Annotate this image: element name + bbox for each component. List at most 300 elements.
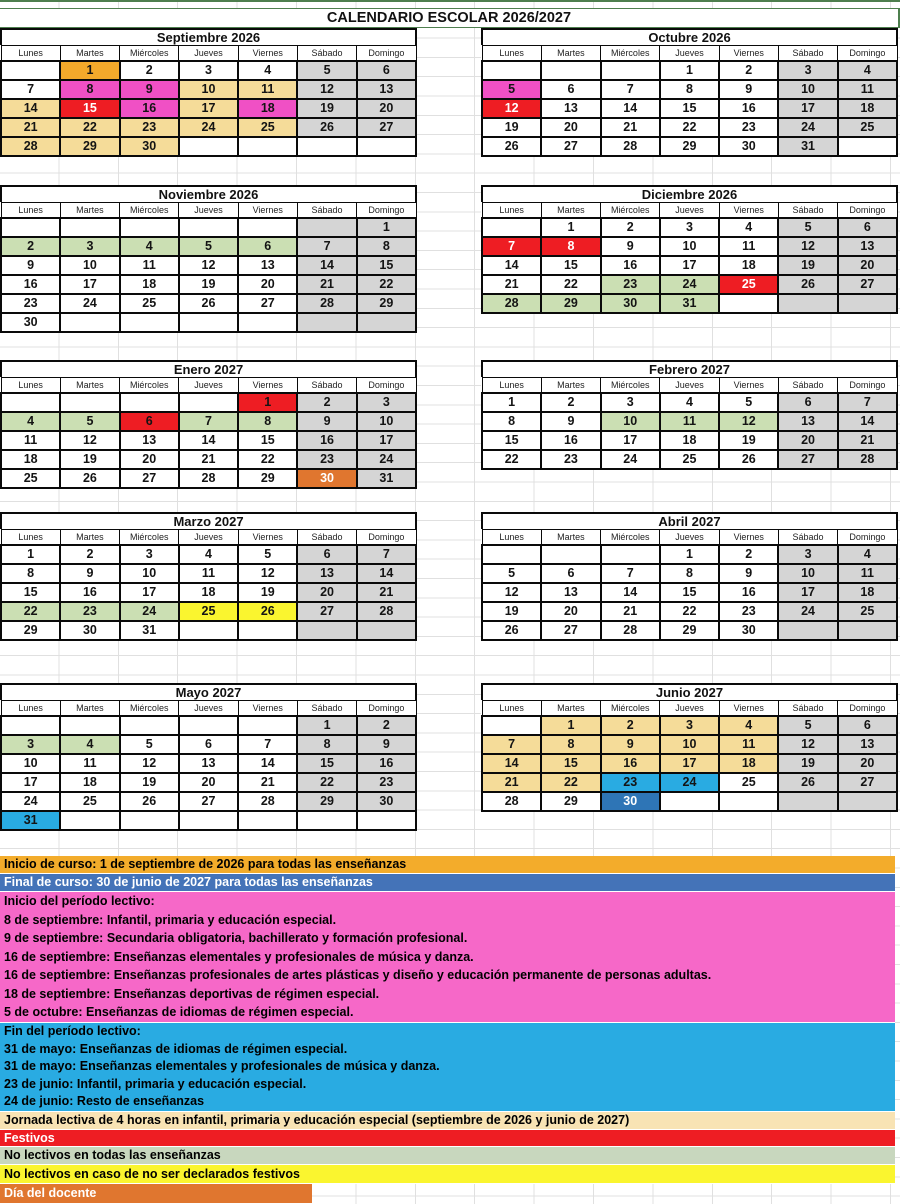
date-cell-13: 13: [357, 80, 416, 99]
empty-cell: [482, 218, 541, 237]
date-cell-14: 14: [482, 256, 541, 275]
date-cell-16: 16: [1, 275, 60, 294]
date-cell-16: 16: [60, 583, 119, 602]
date-cell-6: 6: [357, 61, 416, 80]
date-cell-21: 21: [482, 275, 541, 294]
date-cell-28: 28: [357, 602, 416, 621]
date-cell-29: 29: [297, 792, 356, 811]
empty-cell: [297, 621, 356, 640]
month-table: [0, 202, 417, 333]
date-cell-29: 29: [357, 294, 416, 313]
page-title: CALENDARIO ESCOLAR 2026/2027: [0, 9, 900, 28]
day-header-viernes: Viernes: [719, 378, 778, 393]
date-cell-7: 7: [601, 564, 660, 583]
date-cell-25: 25: [238, 118, 297, 137]
day-header-martes: Martes: [541, 46, 600, 61]
empty-cell: [179, 621, 238, 640]
date-cell-12: 12: [778, 237, 837, 256]
date-cell-27: 27: [541, 621, 600, 640]
date-cell-5: 5: [297, 61, 356, 80]
date-cell-9: 9: [601, 735, 660, 754]
date-cell-22: 22: [357, 275, 416, 294]
empty-cell: [238, 313, 297, 332]
date-cell-28: 28: [838, 450, 897, 469]
date-cell-9: 9: [601, 237, 660, 256]
legend-row-inicio-de-curso-1-de-septiembr: [0, 856, 895, 874]
empty-cell: [297, 313, 356, 332]
date-cell-27: 27: [541, 137, 600, 156]
date-cell-23: 23: [60, 602, 119, 621]
month-table: [481, 377, 898, 470]
day-header-sabado: Sábado: [297, 701, 356, 716]
month-title: Diciembre 2026: [481, 185, 898, 202]
date-cell-14: 14: [601, 583, 660, 602]
day-header-viernes: Viernes: [238, 46, 297, 61]
date-cell-17: 17: [660, 256, 719, 275]
empty-cell: [120, 313, 179, 332]
date-cell-9: 9: [719, 80, 778, 99]
legend-line: Día del docente: [4, 1186, 97, 1200]
date-cell-27: 27: [238, 294, 297, 313]
date-cell-3: 3: [778, 61, 837, 80]
date-cell-1: 1: [660, 61, 719, 80]
date-cell-29: 29: [660, 137, 719, 156]
date-cell-1: 1: [297, 716, 356, 735]
date-cell-19: 19: [482, 118, 541, 137]
day-header-domingo: Domingo: [357, 203, 416, 218]
date-cell-26: 26: [719, 450, 778, 469]
date-cell-22: 22: [1, 602, 60, 621]
top-grid-strip: [0, 0, 900, 9]
date-cell-30: 30: [719, 621, 778, 640]
date-cell-4: 4: [60, 735, 119, 754]
day-header-viernes: Viernes: [719, 701, 778, 716]
date-cell-14: 14: [838, 412, 897, 431]
date-cell-18: 18: [1, 450, 60, 469]
date-cell-13: 13: [838, 735, 897, 754]
date-cell-30: 30: [120, 137, 179, 156]
date-cell-11: 11: [179, 564, 238, 583]
date-cell-9: 9: [719, 564, 778, 583]
date-cell-21: 21: [297, 275, 356, 294]
day-header-viernes: Viernes: [719, 46, 778, 61]
day-header-jueves: Jueves: [660, 378, 719, 393]
date-cell-11: 11: [719, 237, 778, 256]
date-cell-20: 20: [838, 754, 897, 773]
date-cell-17: 17: [179, 99, 238, 118]
empty-cell: [179, 218, 238, 237]
date-cell-25: 25: [838, 118, 897, 137]
date-cell-20: 20: [297, 583, 356, 602]
date-cell-3: 3: [60, 237, 119, 256]
date-cell-26: 26: [778, 275, 837, 294]
date-cell-11: 11: [838, 564, 897, 583]
day-header-jueves: Jueves: [179, 203, 238, 218]
date-cell-6: 6: [541, 80, 600, 99]
date-cell-1: 1: [541, 716, 600, 735]
date-cell-26: 26: [778, 773, 837, 792]
empty-cell: [179, 313, 238, 332]
empty-cell: [719, 294, 778, 313]
date-cell-21: 21: [1, 118, 60, 137]
date-cell-11: 11: [719, 735, 778, 754]
date-cell-2: 2: [541, 393, 600, 412]
date-cell-27: 27: [838, 773, 897, 792]
day-header-lunes: Lunes: [1, 530, 60, 545]
empty-cell: [601, 61, 660, 80]
legend-line: Fin del período lectivo:: [4, 1024, 141, 1038]
date-cell-11: 11: [838, 80, 897, 99]
month-title: Febrero 2027: [481, 360, 898, 377]
date-cell-27: 27: [778, 450, 837, 469]
date-cell-25: 25: [838, 602, 897, 621]
date-cell-1: 1: [541, 218, 600, 237]
date-cell-25: 25: [719, 275, 778, 294]
month-octubre-2026: [481, 28, 898, 157]
date-cell-15: 15: [541, 754, 600, 773]
date-cell-15: 15: [238, 431, 297, 450]
day-header-miercoles: Miércoles: [120, 46, 179, 61]
day-header-jueves: Jueves: [660, 701, 719, 716]
empty-cell: [1, 716, 60, 735]
day-header-martes: Martes: [541, 701, 600, 716]
date-cell-9: 9: [1, 256, 60, 275]
empty-cell: [297, 218, 356, 237]
day-header-lunes: Lunes: [1, 378, 60, 393]
date-cell-17: 17: [778, 583, 837, 602]
date-cell-18: 18: [179, 583, 238, 602]
date-cell-6: 6: [297, 545, 356, 564]
date-cell-8: 8: [541, 735, 600, 754]
date-cell-7: 7: [482, 237, 541, 256]
date-cell-23: 23: [601, 773, 660, 792]
legend-row-festivos: [0, 1130, 895, 1147]
empty-cell: [238, 137, 297, 156]
day-header-domingo: Domingo: [357, 530, 416, 545]
month-table: [0, 45, 417, 157]
date-cell-25: 25: [719, 773, 778, 792]
day-header-martes: Martes: [60, 378, 119, 393]
date-cell-21: 21: [357, 583, 416, 602]
day-header-jueves: Jueves: [179, 46, 238, 61]
day-header-jueves: Jueves: [179, 701, 238, 716]
date-cell-20: 20: [238, 275, 297, 294]
month-enero-2027: [0, 360, 417, 489]
legend: [0, 856, 900, 1204]
date-cell-25: 25: [179, 602, 238, 621]
date-cell-6: 6: [238, 237, 297, 256]
date-cell-10: 10: [179, 80, 238, 99]
date-cell-24: 24: [60, 294, 119, 313]
date-cell-7: 7: [238, 735, 297, 754]
legend-line: Inicio del período lectivo:: [4, 894, 155, 908]
date-cell-23: 23: [719, 602, 778, 621]
date-cell-10: 10: [1, 754, 60, 773]
empty-cell: [482, 61, 541, 80]
day-header-viernes: Viernes: [238, 530, 297, 545]
date-cell-4: 4: [179, 545, 238, 564]
date-cell-23: 23: [357, 773, 416, 792]
day-header-martes: Martes: [60, 46, 119, 61]
date-cell-6: 6: [778, 393, 837, 412]
date-cell-22: 22: [297, 773, 356, 792]
date-cell-26: 26: [482, 137, 541, 156]
date-cell-21: 21: [482, 773, 541, 792]
legend-line: Festivos: [4, 1131, 55, 1145]
date-cell-10: 10: [357, 412, 416, 431]
month-abril-2027: [481, 512, 898, 641]
date-cell-26: 26: [482, 621, 541, 640]
date-cell-14: 14: [297, 256, 356, 275]
month-septiembre-2026: [0, 28, 417, 157]
month-table: [0, 700, 417, 831]
date-cell-3: 3: [660, 218, 719, 237]
date-cell-12: 12: [60, 431, 119, 450]
date-cell-6: 6: [838, 716, 897, 735]
date-cell-15: 15: [660, 99, 719, 118]
date-cell-12: 12: [482, 99, 541, 118]
legend-line: No lectivos en caso de no ser declarados festivos: [4, 1167, 300, 1181]
legend-line: Inicio de curso: 1 de septiembre de 2026 para todas las enseñanzas: [4, 857, 407, 871]
empty-cell: [238, 218, 297, 237]
day-header-domingo: Domingo: [357, 378, 416, 393]
date-cell-20: 20: [541, 118, 600, 137]
date-cell-18: 18: [60, 773, 119, 792]
date-cell-8: 8: [1, 564, 60, 583]
date-cell-14: 14: [601, 99, 660, 118]
date-cell-25: 25: [660, 450, 719, 469]
day-header-martes: Martes: [60, 203, 119, 218]
date-cell-17: 17: [357, 431, 416, 450]
empty-cell: [838, 621, 897, 640]
date-cell-16: 16: [601, 256, 660, 275]
month-title: Mayo 2027: [0, 683, 417, 700]
date-cell-3: 3: [357, 393, 416, 412]
day-header-martes: Martes: [541, 530, 600, 545]
date-cell-7: 7: [482, 735, 541, 754]
day-header-martes: Martes: [60, 701, 119, 716]
empty-cell: [179, 393, 238, 412]
date-cell-13: 13: [778, 412, 837, 431]
month-title: Septiembre 2026: [0, 28, 417, 45]
date-cell-17: 17: [60, 275, 119, 294]
date-cell-8: 8: [238, 412, 297, 431]
day-header-domingo: Domingo: [838, 530, 897, 545]
day-header-jueves: Jueves: [179, 378, 238, 393]
day-header-sabado: Sábado: [778, 46, 837, 61]
date-cell-9: 9: [60, 564, 119, 583]
date-cell-15: 15: [60, 99, 119, 118]
day-header-miercoles: Miércoles: [120, 701, 179, 716]
date-cell-31: 31: [357, 469, 416, 488]
date-cell-15: 15: [541, 256, 600, 275]
date-cell-8: 8: [660, 80, 719, 99]
date-cell-8: 8: [60, 80, 119, 99]
date-cell-2: 2: [357, 716, 416, 735]
date-cell-26: 26: [179, 294, 238, 313]
date-cell-19: 19: [778, 256, 837, 275]
date-cell-28: 28: [482, 792, 541, 811]
date-cell-10: 10: [660, 735, 719, 754]
empty-cell: [60, 393, 119, 412]
date-cell-13: 13: [541, 583, 600, 602]
month-title: Octubre 2026: [481, 28, 898, 45]
date-cell-27: 27: [838, 275, 897, 294]
empty-cell: [838, 792, 897, 811]
date-cell-1: 1: [660, 545, 719, 564]
date-cell-13: 13: [838, 237, 897, 256]
day-header-miercoles: Miércoles: [120, 530, 179, 545]
empty-cell: [120, 218, 179, 237]
date-cell-13: 13: [179, 754, 238, 773]
date-cell-23: 23: [719, 118, 778, 137]
date-cell-13: 13: [238, 256, 297, 275]
date-cell-5: 5: [719, 393, 778, 412]
date-cell-24: 24: [778, 118, 837, 137]
legend-row-no-lectivos-en-caso-de-no-ser-: [0, 1165, 895, 1184]
date-cell-20: 20: [778, 431, 837, 450]
legend-line: 18 de septiembre: Enseñanzas deportivas de régimen especial.: [4, 986, 380, 1001]
date-cell-7: 7: [838, 393, 897, 412]
date-cell-16: 16: [357, 754, 416, 773]
date-cell-3: 3: [1, 735, 60, 754]
day-header-miercoles: Miércoles: [601, 203, 660, 218]
date-cell-12: 12: [179, 256, 238, 275]
empty-cell: [357, 621, 416, 640]
day-header-martes: Martes: [60, 530, 119, 545]
date-cell-14: 14: [1, 99, 60, 118]
date-cell-30: 30: [601, 792, 660, 811]
legend-line: 31 de mayo: Enseñanzas de idiomas de régimen especial.: [4, 1041, 348, 1056]
date-cell-1: 1: [357, 218, 416, 237]
month-title: Noviembre 2026: [0, 185, 417, 202]
date-cell-22: 22: [482, 450, 541, 469]
date-cell-13: 13: [541, 99, 600, 118]
empty-cell: [541, 61, 600, 80]
legend-line: Final de curso: 30 de junio de 2027 para todas las enseñanzas: [4, 875, 373, 889]
date-cell-21: 21: [238, 773, 297, 792]
legend-line: 5 de octubre: Enseñanzas de idiomas de régimen especial.: [4, 1005, 354, 1020]
date-cell-12: 12: [778, 735, 837, 754]
day-header-martes: Martes: [541, 378, 600, 393]
date-cell-18: 18: [838, 583, 897, 602]
date-cell-15: 15: [660, 583, 719, 602]
date-cell-2: 2: [601, 218, 660, 237]
date-cell-29: 29: [541, 294, 600, 313]
legend-row-inicio-del-periodo-lectivo-: [0, 892, 895, 1023]
date-cell-5: 5: [120, 735, 179, 754]
date-cell-24: 24: [660, 275, 719, 294]
empty-cell: [60, 716, 119, 735]
date-cell-4: 4: [660, 393, 719, 412]
date-cell-10: 10: [778, 564, 837, 583]
day-header-lunes: Lunes: [1, 701, 60, 716]
date-cell-22: 22: [541, 275, 600, 294]
day-header-sabado: Sábado: [297, 203, 356, 218]
month-noviembre-2026: [0, 185, 417, 333]
empty-cell: [60, 313, 119, 332]
day-header-sabado: Sábado: [778, 378, 837, 393]
date-cell-14: 14: [482, 754, 541, 773]
date-cell-12: 12: [297, 80, 356, 99]
date-cell-27: 27: [120, 469, 179, 488]
date-cell-4: 4: [1, 412, 60, 431]
date-cell-20: 20: [541, 602, 600, 621]
empty-cell: [601, 545, 660, 564]
empty-cell: [838, 137, 897, 156]
empty-cell: [660, 792, 719, 811]
date-cell-25: 25: [60, 792, 119, 811]
legend-row-dia-del-docente: [0, 1184, 312, 1204]
month-mayo-2027: [0, 683, 417, 831]
date-cell-13: 13: [120, 431, 179, 450]
date-cell-3: 3: [778, 545, 837, 564]
date-cell-23: 23: [541, 450, 600, 469]
date-cell-8: 8: [297, 735, 356, 754]
empty-cell: [238, 621, 297, 640]
date-cell-7: 7: [357, 545, 416, 564]
legend-line: 16 de septiembre: Enseñanzas elementales y profesionales de música y danza.: [4, 949, 474, 964]
date-cell-7: 7: [179, 412, 238, 431]
day-header-sabado: Sábado: [297, 530, 356, 545]
date-cell-24: 24: [660, 773, 719, 792]
date-cell-10: 10: [60, 256, 119, 275]
date-cell-16: 16: [719, 99, 778, 118]
empty-cell: [120, 716, 179, 735]
date-cell-25: 25: [1, 469, 60, 488]
date-cell-29: 29: [238, 469, 297, 488]
month-table: [481, 45, 898, 157]
date-cell-31: 31: [1, 811, 60, 830]
date-cell-28: 28: [601, 621, 660, 640]
date-cell-2: 2: [1, 237, 60, 256]
day-header-miercoles: Miércoles: [601, 701, 660, 716]
empty-cell: [1, 393, 60, 412]
date-cell-14: 14: [357, 564, 416, 583]
date-cell-7: 7: [1, 80, 60, 99]
date-cell-22: 22: [660, 602, 719, 621]
date-cell-6: 6: [541, 564, 600, 583]
date-cell-17: 17: [1, 773, 60, 792]
day-header-sabado: Sábado: [778, 701, 837, 716]
date-cell-21: 21: [179, 450, 238, 469]
day-header-miercoles: Miércoles: [120, 203, 179, 218]
date-cell-29: 29: [1, 621, 60, 640]
day-header-jueves: Jueves: [660, 203, 719, 218]
day-header-lunes: Lunes: [482, 378, 541, 393]
date-cell-5: 5: [238, 545, 297, 564]
day-header-domingo: Domingo: [838, 378, 897, 393]
legend-line: 23 de junio: Infantil, primaria y educación especial.: [4, 1076, 307, 1091]
date-cell-18: 18: [120, 275, 179, 294]
date-cell-3: 3: [660, 716, 719, 735]
empty-cell: [778, 792, 837, 811]
date-cell-26: 26: [120, 792, 179, 811]
date-cell-5: 5: [179, 237, 238, 256]
date-cell-30: 30: [60, 621, 119, 640]
day-header-sabado: Sábado: [297, 46, 356, 61]
legend-line: 9 de septiembre: Secundaria obligatoria, bachillerato y formación profesional.: [4, 931, 468, 946]
month-table: [0, 529, 417, 641]
date-cell-20: 20: [357, 99, 416, 118]
empty-cell: [60, 811, 119, 830]
day-header-domingo: Domingo: [357, 46, 416, 61]
day-header-lunes: Lunes: [482, 701, 541, 716]
date-cell-5: 5: [482, 80, 541, 99]
date-cell-14: 14: [179, 431, 238, 450]
day-header-viernes: Viernes: [719, 203, 778, 218]
day-header-viernes: Viernes: [238, 701, 297, 716]
